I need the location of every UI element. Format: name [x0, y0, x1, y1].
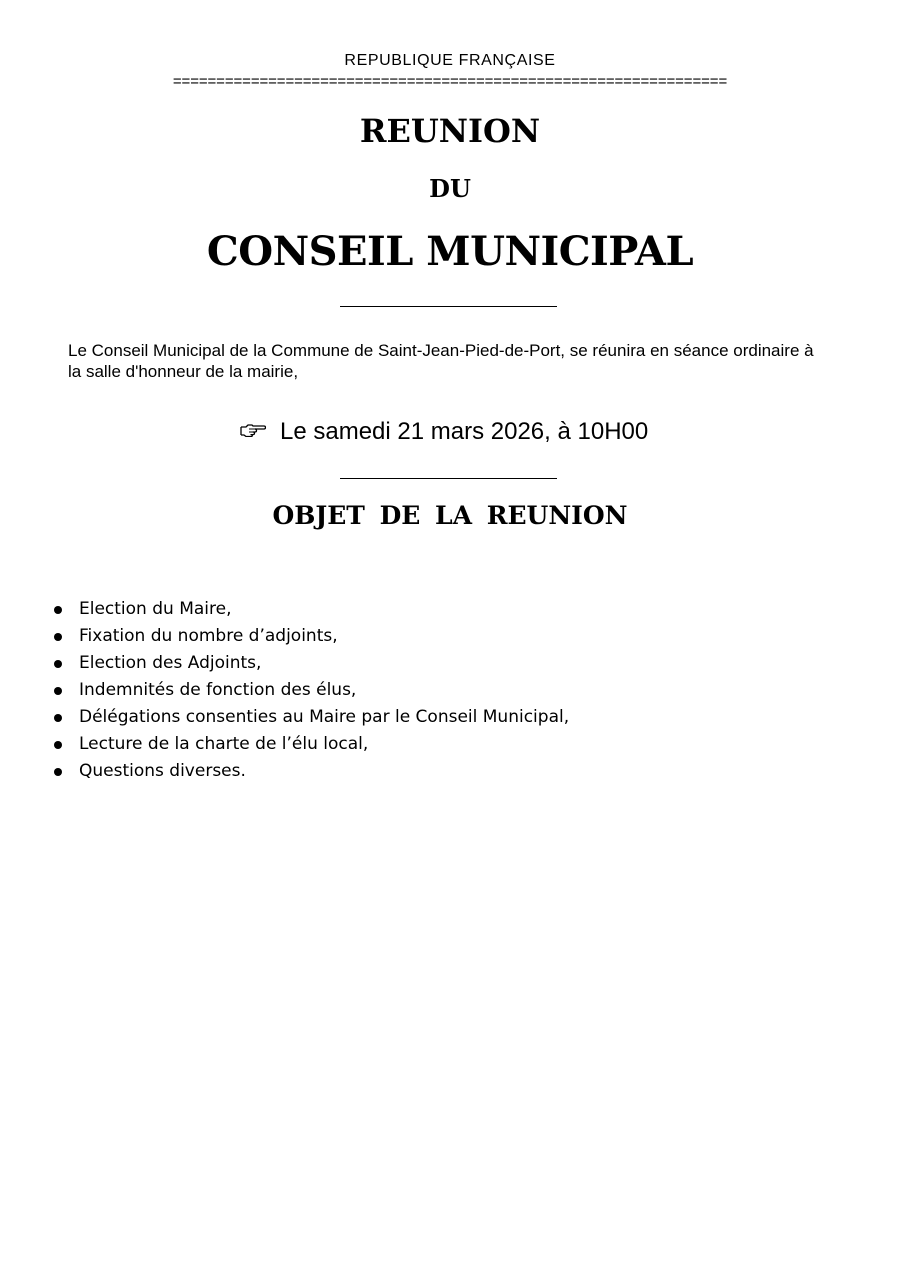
agenda-item-text: Election du Maire,: [79, 599, 232, 619]
divider-rule: [340, 478, 557, 479]
list-item: [50, 677, 569, 704]
meeting-date-line: [240, 418, 760, 446]
agenda-item-text: Délégations consenties au Maire par le Conseil Municipal,: [79, 707, 570, 727]
list-item: [50, 623, 569, 650]
list-item: [50, 596, 569, 623]
title-reunion: REUNION: [359, 112, 541, 150]
agenda-item-text: Questions diverses.: [79, 761, 246, 781]
agenda-title: OBJET DE LA REUNION: [272, 501, 628, 530]
bullet-icon: [54, 606, 62, 614]
agenda-item-text: Lecture de la charte de l’élu local,: [79, 734, 369, 754]
bullet-icon: [54, 741, 62, 749]
list-item: [50, 704, 569, 731]
agenda-item-text: Fixation du nombre d’adjoints,: [79, 626, 338, 646]
intro-paragraph: Le Conseil Municipal de la Commune de Saint-Jean-Pied-de-Port, se réunira en séance ordinaire à la salle d'honneur de la mairie,: [68, 341, 814, 381]
bullet-icon: [54, 714, 62, 722]
title-du: DU: [429, 174, 471, 203]
bullet-icon: [54, 633, 62, 641]
bullet-icon: [54, 768, 62, 776]
title-conseil-municipal: CONSEIL MUNICIPAL: [206, 228, 694, 275]
bullet-icon: [54, 660, 62, 668]
republique-header: REPUBLIQUE FRANÇAISE: [344, 52, 556, 69]
meeting-date-text: Le samedi 21 mars 2026, à 10H00: [280, 418, 649, 445]
agenda-item-text: Election des Adjoints,: [79, 653, 262, 673]
header-separator: ================================================================: [172, 73, 728, 90]
pointing-hand-icon: [240, 423, 266, 437]
bullet-icon: [54, 687, 62, 695]
list-item: [50, 758, 569, 785]
list-item: [50, 650, 569, 677]
list-item: [50, 731, 569, 758]
agenda-list: [50, 596, 569, 785]
divider-rule: [340, 306, 557, 307]
agenda-item-text: Indemnités de fonction des élus,: [79, 680, 357, 700]
